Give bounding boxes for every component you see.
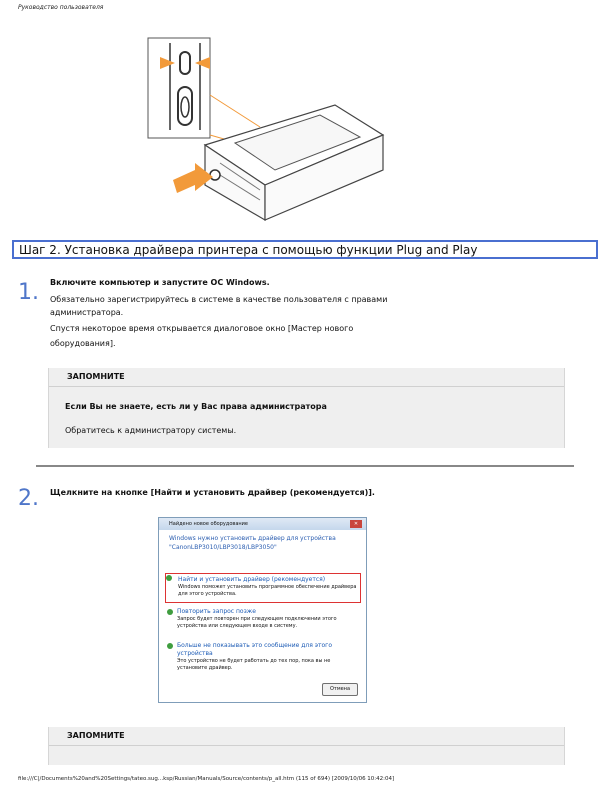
arrow-icon (167, 609, 173, 615)
option1-title: Найти и установить драйвер (рекомендуется) (178, 576, 326, 583)
footer-path: file:///C|/Documents%20and%20Settings/tateo.sug...ksp/Russian/Manuals/Source/contents/p_all.htm (115 of 694) [2009/10/06 10:42:04] (18, 776, 395, 782)
printer-illustration (145, 35, 390, 225)
note-label-2: ЗАПОМНИТЕ (49, 727, 564, 746)
step-title: Шаг 2. Установка драйвера принтера с помощью функции Plug and Play (12, 240, 598, 259)
step-number-2: 2. (18, 486, 39, 511)
step1-text-line1: Обязательно зарегистрируйтесь в системе в качестве пользователя с правами (50, 295, 388, 304)
option1-desc: Windows поможет установить программное обеспечение драйвера для этого устройства. (178, 584, 357, 597)
close-icon[interactable]: ✕ (350, 520, 362, 528)
dialog-message: Windows нужно установить драйвер для устройства "CanonLBP3010/LBP3018/LBP3050" (169, 535, 336, 551)
arrow-icon (166, 575, 172, 581)
note-label: ЗАПОМНИТЕ (49, 368, 564, 387)
step-number-1: 1. (18, 280, 39, 305)
dialog-title-bar (159, 518, 366, 530)
step1-heading: Включите компьютер и запустите ОС Windows. (50, 278, 270, 287)
document-header: Руководство пользователя (18, 4, 104, 11)
note-box-2 (48, 727, 565, 765)
note-text: Обратитесь к администратору системы. (65, 426, 237, 435)
dont-show-again-option[interactable] (167, 642, 359, 672)
option3-desc: Это устройство не будет работать до тех пор, пока вы не установите драйвер. (177, 658, 331, 671)
find-install-driver-option[interactable] (165, 573, 361, 603)
section-divider (36, 465, 574, 467)
step1-text-line2: администратора. (50, 308, 124, 317)
cancel-button[interactable]: Отмена (322, 683, 358, 696)
ask-later-option[interactable] (167, 608, 359, 630)
step1-text-line3: Спустя некоторое время открывается диалоговое окно [Мастер нового (50, 324, 354, 333)
option2-desc: Запрос будет повторен при следующем подключении этого устройства или следующем входе в систему. (177, 616, 337, 629)
note-box (48, 368, 565, 448)
note-bold-text: Если Вы не знаете, есть ли у Вас права администратора (65, 402, 327, 411)
arrow-icon (167, 643, 173, 649)
step1-text-line4: оборудования]. (50, 339, 116, 348)
step2-heading: Щелкните на кнопке [Найти и установить драйвер (рекомендуется)]. (50, 488, 375, 497)
option2-title: Повторить запрос позже (177, 608, 256, 615)
option3-title: Больше не показывать это сообщение для этого устройства (177, 642, 332, 657)
found-new-hardware-dialog (158, 517, 367, 703)
dialog-title: Найдено новое оборудование (169, 521, 248, 527)
